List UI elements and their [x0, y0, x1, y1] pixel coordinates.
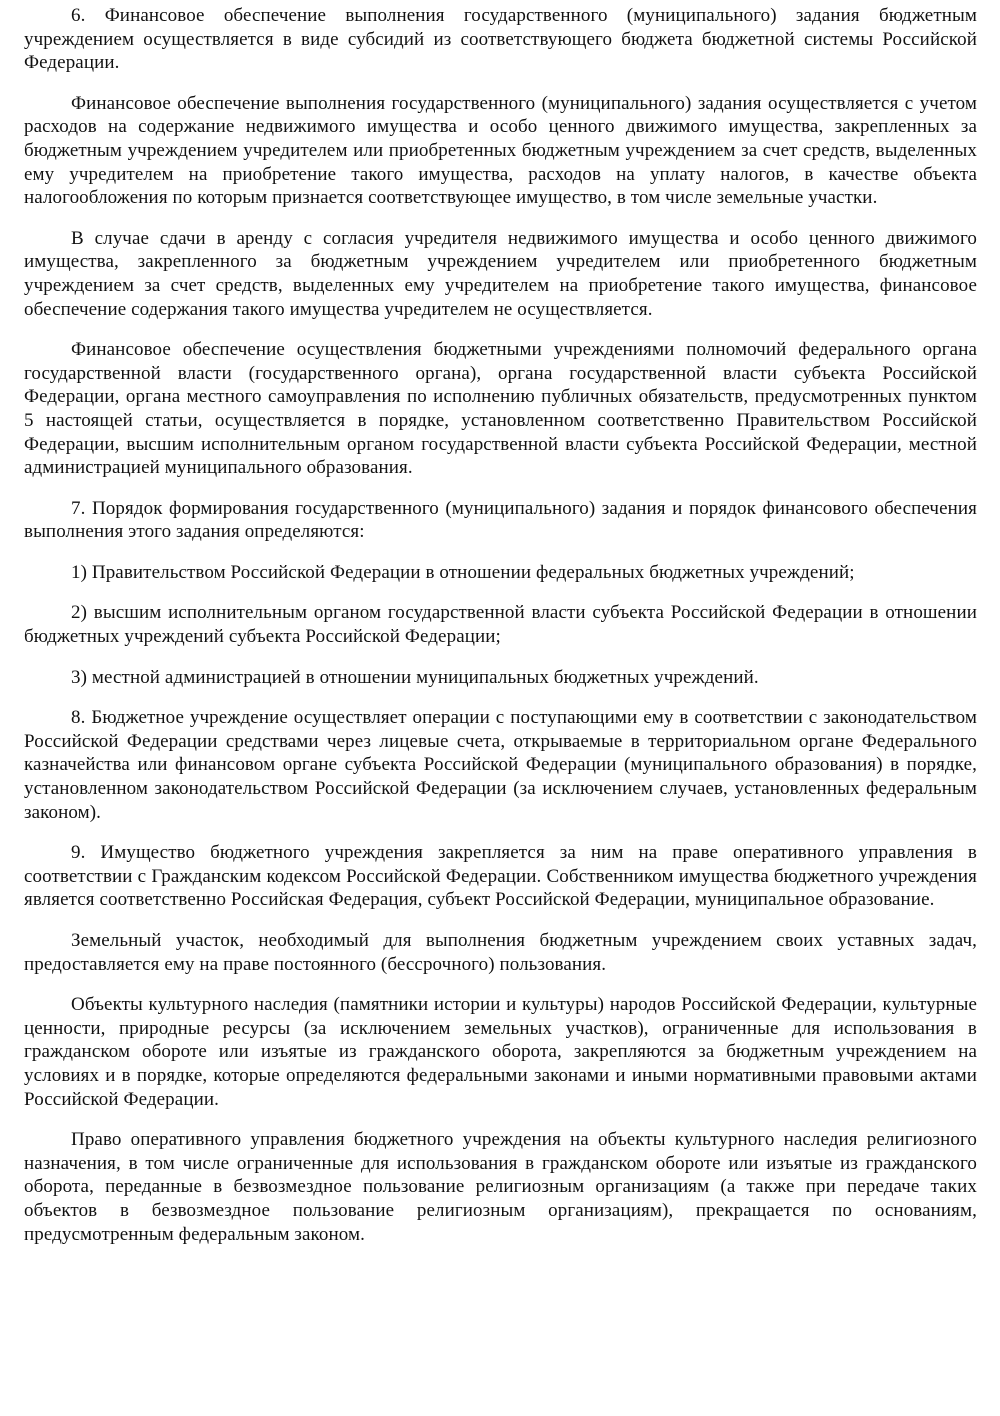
list-item-2: 2) высшим исполнительным органом государственной власти субъекта Российской Федерации в отношении бюджетных учреждений субъекта Российской Федерации; [24, 602, 977, 648]
paragraph-land-plot: Земельный участок, необходимый для выполнения бюджетным учреждением своих уставных задач, предоставляется ему на праве постоянного (бессрочного) пользования. [24, 930, 977, 975]
paragraph-public-obligations: Финансовое обеспечение осуществления бюджетными учреждениями полномочий федерального органа государственной власти (государственного органа), органа государственной власти субъекта Российской Федерации, органа местного самоуправления по исполнению публичных обязательств, предусмотренных пунктом 5 настоящей статьи, осуществляется в порядке, установленном соответственно Правительством Российской Федерации, высшим исполнительным органом государственной власти субъекта Российской Федерации, местной администрацией муниципального образования. [24, 339, 977, 479]
document-page [24, 4, 977, 1263]
paragraph-lease: В случае сдачи в аренду с согласия учредителя недвижимого имущества и особо ценного движимого имущества, закрепленного за бюджетным учреждением учредителем или приобретенного бюджетным учреждением за счет средств, выделенных ему учредителем на приобретение такого имущества, финансовое обеспечение содержания такого имущества учредителем не осуществляется. [24, 227, 977, 320]
paragraph-cultural-heritage: Объекты культурного наследия (памятники истории и культуры) народов Российской Федерации, культурные ценности, природные ресурсы (за исключением земельных участков), ограниченные для использования в гражданском обороте или изъятые из гражданского оборота, закрепляются за бюджетным учреждением на условиях и в порядке, которые определяются федеральными законами и иными нормативными правовыми актами Российской Федерации. [24, 994, 977, 1110]
paragraph-9: 9. Имущество бюджетного учреждения закрепляется за ним на праве оперативного управления в соответствии с Гражданским кодексом Российской Федерации. Собственником имущества бюджетного учреждения является соответственно Российская Федерация, субъект Российской Федерации, муниципальное образование. [24, 842, 977, 911]
list-item-1: 1) Правительством Российской Федерации в отношении федеральных бюджетных учреждений; [71, 561, 855, 583]
paragraph-7: 7. Порядок формирования государственного (муниципального) задания и порядок финансового обеспечения выполнения этого задания определяются: [24, 497, 977, 543]
paragraph-6: 6. Финансовое обеспечение выполнения государственного (муниципального) задания бюджетным учреждением осуществляется в виде субсидий из соответствующего бюджета бюджетной системы Российской Федерации. [24, 5, 977, 74]
paragraph-religious-objects: Право оперативного управления бюджетного учреждения на объекты культурного наследия религиозного назначения, в том числе ограниченные для использования в гражданском обороте или изъятые из гражданского оборота, переданные в безвозмездное пользование религиозным организациям (а также при передаче таких объектов в безвозмездное пользование религиозным организациям), прекращается по основаниям, предусмотренным федеральным законом. [24, 1129, 977, 1245]
list-item-3: 3) местной администрацией в отношении муниципальных бюджетных учреждений. [71, 666, 759, 688]
paragraph-8: 8. Бюджетное учреждение осуществляет операции с поступающими ему в соответствии с законодательством Российской Федерации средствами через лицевые счета, открываемые в территориальном органе Федерального казначейства или финансовом органе субъекта Российской Федерации (муниципального образования) в порядке, установленном законодательством Российской Федерации (за исключением случаев, установленных федеральным законом). [24, 707, 977, 823]
paragraph-financing-costs: Финансовое обеспечение выполнения государственного (муниципального) задания осуществляется с учетом расходов на содержание недвижимого имущества и особо ценного движимого имущества, закрепленных за бюджетным учреждением учредителем или приобретенных бюджетным учреждением за счет средств, выделенных ему учредителем на приобретение такого имущества, расходов на уплату налогов, в качестве объекта налогообложения по которым признается соответствующее имущество, в том числе земельные участки. [24, 92, 977, 209]
